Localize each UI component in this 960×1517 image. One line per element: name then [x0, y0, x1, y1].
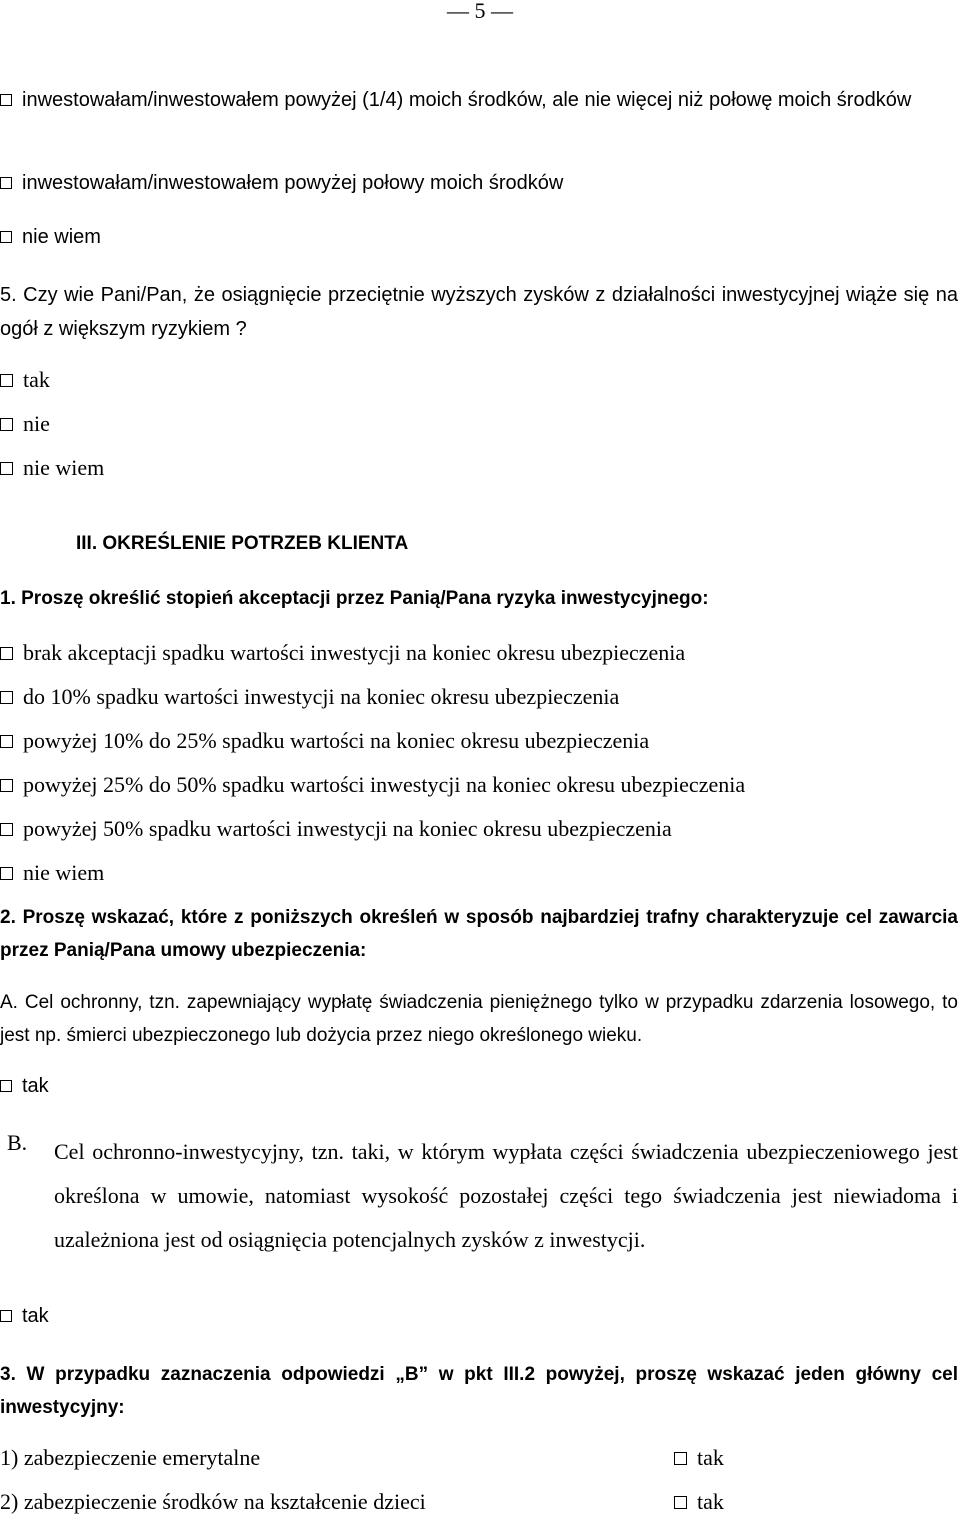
goal-2-check[interactable]: tak: [674, 1489, 724, 1515]
q1-option-1[interactable]: brak akceptacji spadku wartości inwestycji na koniec okresu ubezpieczenia: [0, 640, 685, 666]
checkbox-icon[interactable]: [0, 691, 13, 704]
question-5: 5. Czy wie Pani/Pan, że osiągnięcie przeciętnie wyższych zysków z działalności inwestycyjnej wiąże się na ogół z większym ryzykiem ?: [0, 284, 958, 340]
q1-option-5[interactable]: powyżej 50% spadku wartości inwestycji na koniec okresu ubezpieczenia: [0, 816, 672, 842]
q5-option-nie-wiem[interactable]: nie wiem: [0, 455, 104, 481]
q2-option-b-letter: B.: [7, 1130, 28, 1155]
q2-option-a: A. Cel ochronny, tzn. zapewniający wypłatę świadczenia pieniężnego tylko w przypadku zdarzenia losowego, to jest np. śmierci ubezpieczonego lub dożycia przez niego określonego wieku.: [0, 992, 958, 1046]
checkbox-icon[interactable]: [0, 177, 12, 189]
checkbox-icon[interactable]: [0, 94, 12, 106]
q4-option-1[interactable]: inwestowałam/inwestowałem powyżej (1/4) moich środków, ale nie więcej niż połowę moich środków: [0, 84, 958, 116]
checkbox-icon[interactable]: [0, 462, 13, 475]
question-2: 2. Proszę wskazać, które z poniższych określeń w sposób najbardziej trafny charakteryzuje cel zawarcia przez Panią/Pana umowy ubezpieczenia:: [0, 907, 958, 961]
checkbox-icon[interactable]: [0, 374, 13, 387]
checkbox-icon[interactable]: [0, 1080, 12, 1092]
checkbox-icon[interactable]: [0, 823, 13, 836]
page-number: — 5 —: [447, 0, 513, 23]
q2-option-b-check[interactable]: tak: [0, 1305, 49, 1328]
q5-option-nie[interactable]: nie: [0, 411, 50, 437]
checkbox-icon[interactable]: [0, 867, 13, 880]
checkbox-icon[interactable]: [0, 735, 13, 748]
q1-option-6[interactable]: nie wiem: [0, 860, 104, 886]
q1-option-2[interactable]: do 10% spadku wartości inwestycji na koniec okresu ubezpieczenia: [0, 684, 619, 710]
checkbox-icon[interactable]: [0, 647, 13, 660]
checkbox-icon[interactable]: [0, 231, 12, 243]
goal-2-label: 2) zabezpieczenie środków na kształcenie dzieci: [0, 1489, 426, 1514]
question-1: 1. Proszę określić stopień akceptacji przez Panią/Pana ryzyka inwestycyjnego:: [0, 588, 709, 609]
checkbox-icon[interactable]: [0, 418, 13, 431]
goal-1-label: 1) zabezpieczenie emerytalne: [0, 1445, 261, 1470]
checkbox-icon[interactable]: [0, 779, 13, 792]
question-3: 3. W przypadku zaznaczenia odpowiedzi „B” w pkt III.2 powyżej, proszę wskazać jeden główny cel inwestycyjny:: [0, 1364, 958, 1418]
q1-option-3[interactable]: powyżej 10% do 25% spadku wartości na koniec okresu ubezpieczenia: [0, 728, 649, 754]
q1-option-4[interactable]: powyżej 25% do 50% spadku wartości inwestycji na koniec okresu ubezpieczenia: [0, 772, 745, 798]
checkbox-icon[interactable]: [674, 1496, 687, 1509]
checkbox-icon[interactable]: [674, 1452, 687, 1465]
q4-option-3[interactable]: nie wiem: [0, 226, 101, 249]
checkbox-icon[interactable]: [0, 1310, 12, 1322]
q5-option-tak[interactable]: tak: [0, 367, 50, 393]
q2-option-a-check[interactable]: tak: [0, 1075, 49, 1098]
q4-option-2[interactable]: inwestowałam/inwestowałem powyżej połowy moich środków: [0, 172, 563, 195]
section-heading: III. OKREŚLENIE POTRZEB KLIENTA: [76, 533, 409, 554]
q2-option-b: Cel ochronno-inwestycyjny, tzn. taki, w którym wypłata części świadczenia ubezpieczeniowego jest określona w umowie, natomiast wysokość pozostałej części tego świadczenia jest niewiadoma i uzależniona jest od osiągnięcia potencjalnych zysków z inwestycji.: [54, 1139, 958, 1252]
goal-1-check[interactable]: tak: [674, 1445, 724, 1471]
